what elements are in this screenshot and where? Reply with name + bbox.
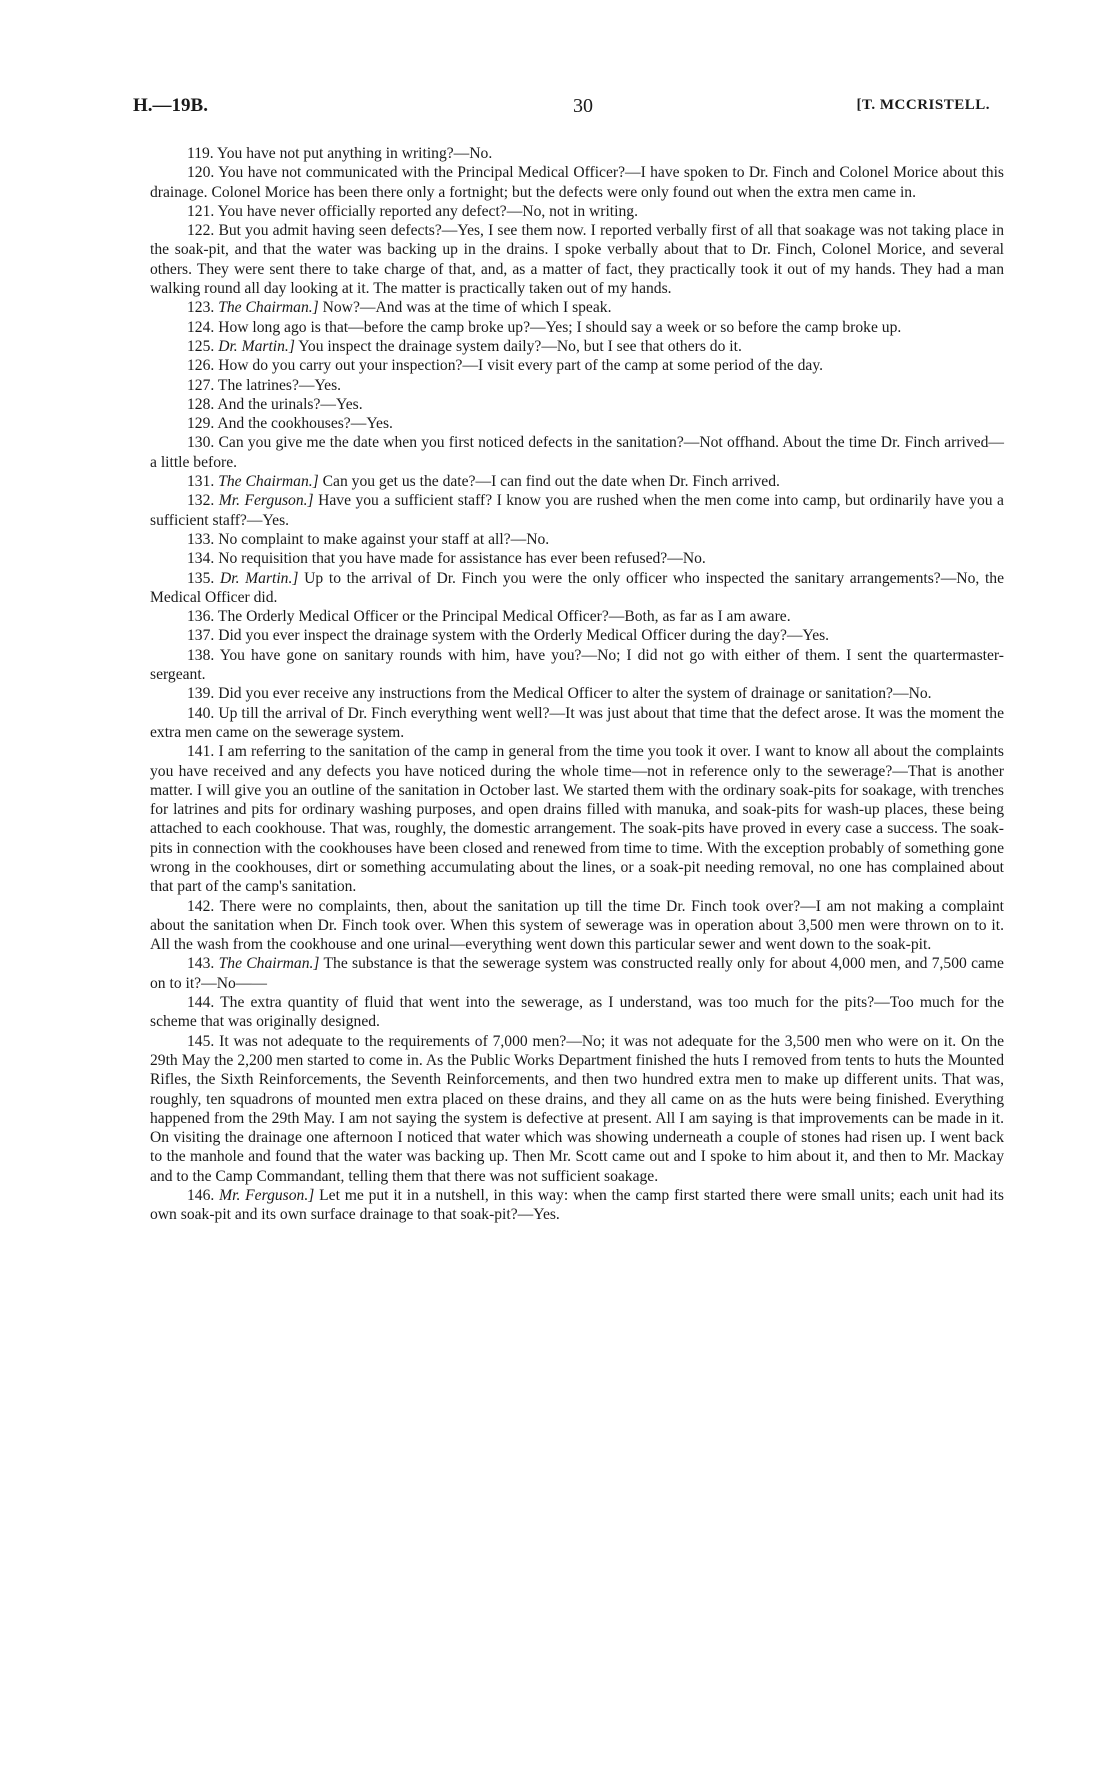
question-number: 119. (187, 145, 214, 162)
testimony-paragraph (150, 607, 1004, 626)
question-and-answer: You inspect the drainage system daily?—No, but I see that others do it. (298, 337, 742, 355)
question-number: 131. (187, 473, 215, 491)
question-number: 137. (187, 627, 215, 645)
speaker: The Chairman.] (218, 473, 319, 491)
question-and-answer: And the cookhouses?—Yes. (217, 415, 393, 433)
question-number: 127. (187, 376, 215, 394)
question-and-answer: Up to the arrival of Dr. Finch you were the only officer who inspected the sanitary arrangements?—No, the Medical Officer did. (150, 569, 1004, 606)
page-header (133, 95, 990, 125)
testimony-paragraph (150, 684, 1004, 703)
question-number: 138. (187, 646, 215, 664)
question-and-answer: Have you a sufficient staff? I know you are rushed when the men come into camp, but ordinarily have you a sufficient staff?—Yes. (150, 492, 1004, 529)
question-and-answer: Did you ever inspect the drainage system with the Orderly Medical Officer during the day?—Yes. (218, 627, 830, 645)
testimony-paragraph (150, 356, 1004, 375)
speaker: Dr. Martin.] (219, 569, 299, 587)
question-number: 132. (187, 492, 215, 510)
witness-name: [T. MCCRISTELL. (856, 97, 990, 113)
question-and-answer: You have not put anything in writing?—No. (217, 145, 493, 162)
page-number: 30 (573, 95, 593, 117)
question-and-answer: How long ago is that—before the camp broke up?—Yes; I should say a week or so before the camp broke up. (218, 318, 902, 336)
testimony-paragraph (150, 221, 1004, 298)
question-number: 129. (187, 415, 215, 433)
question-number: 123. (187, 299, 215, 317)
testimony-paragraph (150, 569, 1004, 608)
speaker: The Chairman.] (218, 955, 320, 973)
question-number: 124. (187, 318, 215, 336)
speaker: The Chairman.] (218, 299, 319, 317)
question-number: 120. (187, 164, 215, 182)
question-number: 140. (187, 704, 215, 722)
question-and-answer: It was not adequate to the requirements of 7,000 men?—No; it was not adequate for the 3,500 men who were on it. On the 29th May the 2,200 men started to come in. As the Public Works Department finished the huts I removed from tents to huts the Mounted Rifles, the Sixth Reinforcements, the Seventh Reinforcements, and then two hundred extra men to make up different units. That was, roughly, ten squadrons of mounted men extra placed on these drains, and they all came on as the huts were being finished. Everything happened from the 29th May. I am not saying the system is defective at present. All I am saying is that improvements can be made in it. On visiting the drainage one afternoon I noticed that water which was showing underneath a couple of stones had risen up. I went back to the manhole and found that the water was backing up. Then Mr. Scott came out and I spoke to him about it, and then to Mr. Mackay and to the Camp Commandant, telling them that there was not sufficient soakage. (150, 1032, 1004, 1185)
question-number: 125. (187, 337, 215, 355)
speaker: Mr. Ferguson.] (219, 1187, 315, 1205)
testimony-paragraph (150, 1032, 1004, 1186)
testimony-paragraph (150, 993, 1004, 1032)
testimony-paragraph (150, 414, 1004, 433)
testimony-paragraph (150, 144, 1004, 163)
speaker: Mr. Ferguson.] (218, 492, 314, 510)
question-and-answer: Can you get us the date?—I can find out the date when Dr. Finch arrived. (322, 473, 780, 491)
testimony-paragraph (150, 491, 1004, 530)
question-and-answer: Did you ever receive any instructions from the Medical Officer to alter the system of drainage or sanitation?—No. (218, 685, 932, 703)
question-and-answer: The extra quantity of fluid that went into the sewerage, as I understand, was too much for the pits?—Too much for the scheme that was originally designed. (150, 994, 1004, 1031)
question-and-answer: You have gone on sanitary rounds with him, have you?—No; I did not go with either of them. I sent the quartermaster-sergeant. (150, 646, 1004, 684)
testimony-paragraph (150, 530, 1004, 549)
testimony-paragraph (150, 202, 1004, 221)
question-and-answer: Now?—And was at the time of which I speak. (322, 299, 612, 317)
question-number: 135. (187, 569, 215, 587)
question-number: 146. (187, 1187, 215, 1205)
testimony-paragraph (150, 318, 1004, 337)
question-number: 128. (187, 395, 215, 413)
testimony-paragraph (150, 626, 1004, 645)
question-and-answer: And the urinals?—Yes. (217, 395, 363, 413)
question-and-answer: No complaint to make against your staff at all?—No. (218, 530, 550, 548)
question-number: 145. (187, 1032, 215, 1050)
question-and-answer: Can you give me the date when you first noticed defects in the sanitation?—Not offhand. About the time Dr. Finch arrived—a little before. (150, 434, 1004, 471)
testimony-paragraph (150, 298, 1004, 317)
testimony-paragraph (150, 646, 1004, 685)
question-and-answer: But you admit having seen defects?—Yes, I see them now. I reported verbally first of all that soakage was not taking place in the soak-pit, and that the water was backing up in the drains. I spoke verbally about that to Dr. Finch, Colonel Morice, and several others. They were sent there to take charge of that, and, as a matter of fact, they practically took it out of my hands. They had a man walking round all day looking at it. The matter is practically taken out of my hands. (150, 222, 1004, 298)
testimony-paragraph (150, 395, 1004, 414)
question-and-answer: There were no complaints, then, about the sanitation up till the time Dr. Finch took over?—I am not making a complaint about the sanitation when Dr. Finch took over. When this system of sewerage was in operation about 3,500 men were thrown on to it. All the wash from the cookhouse and one urinal—everything went down this particular sewer and went down to the soak-pit. (150, 897, 1004, 954)
question-and-answer: The substance is that the sewerage system was constructed really only for about 4,000 men, and 7,500 came on to it?—No—— (150, 955, 1004, 992)
question-number: 122. (187, 222, 215, 240)
question-number: 139. (187, 685, 215, 703)
testimony-paragraph (150, 433, 1004, 472)
testimony-paragraph (150, 897, 1004, 955)
question-and-answer: You have never officially reported any defect?—No, not in writing. (217, 202, 638, 220)
testimony-paragraph (150, 337, 1004, 356)
testimony-body (150, 144, 1004, 1225)
testimony-paragraph (150, 1186, 1004, 1225)
question-and-answer: Up till the arrival of Dr. Finch everything went well?—It was just about that time that the defect arose. It was the moment the extra men came on the sewerage system. (150, 704, 1004, 741)
question-and-answer: No requisition that you have made for assistance has ever been refused?—No. (218, 550, 706, 568)
question-number: 134. (187, 550, 215, 568)
speaker: Dr. Martin.] (218, 337, 295, 355)
question-and-answer: Let me put it in a nutshell, in this way: when the camp first started there were small units; each unit had its own soak-pit and its own surface drainage to that soak-pit?—Yes. (150, 1187, 1004, 1224)
testimony-paragraph (150, 742, 1004, 896)
question-number: 133. (187, 530, 215, 548)
question-number: 136. (187, 608, 215, 626)
question-number: 141. (187, 743, 215, 761)
question-and-answer: The Orderly Medical Officer or the Principal Medical Officer?—Both, as far as I am aware. (217, 608, 791, 626)
testimony-paragraph (150, 704, 1004, 743)
document-reference: H.—19B. (133, 95, 208, 116)
question-and-answer: I am referring to the sanitation of the camp in general from the time you took it over. I want to know all about the complaints you have received and any defects you have noticed during the whole time—not in reference only to the sewerage?—That is another matter. I will give you an outline of the sanitation in October last. We started them with the ordinary soak-pits for soakage, with trenches for latrines and pits for ordinary washing purposes, and open drains filled with manuka, and soak-pits for wash-up places, these being attached to each cookhouse. That was, roughly, the domestic arrangement. The soak-pits have proved in every case a success. The soak-pits in connection with the cookhouses have been closed and renewed from time to time. With the exception probably of something gone wrong in the cookhouses, dirt or something accumulating about the lines, or a soak-pit needing removal, no one has complained about that part of the camp's sanitation. (150, 743, 1004, 896)
question-and-answer: The latrines?—Yes. (217, 376, 342, 394)
question-number: 142. (187, 897, 215, 915)
question-number: 143. (187, 955, 215, 973)
testimony-paragraph (150, 549, 1004, 568)
testimony-paragraph (150, 163, 1004, 202)
question-and-answer: How do you carry out your inspection?—I visit every part of the camp at some period of the day. (218, 357, 824, 375)
question-number: 121. (187, 202, 215, 220)
testimony-paragraph (150, 376, 1004, 395)
question-and-answer: You have not communicated with the Principal Medical Officer?—I have spoken to Dr. Finch and Colonel Morice about this drainage. Colonel Morice has been there only a fortnight; but the defects were only found out when the extra men came in. (150, 164, 1004, 201)
question-number: 130. (187, 434, 215, 452)
question-number: 126. (187, 357, 215, 375)
question-number: 144. (187, 994, 215, 1012)
testimony-paragraph (150, 954, 1004, 993)
testimony-paragraph (150, 472, 1004, 491)
